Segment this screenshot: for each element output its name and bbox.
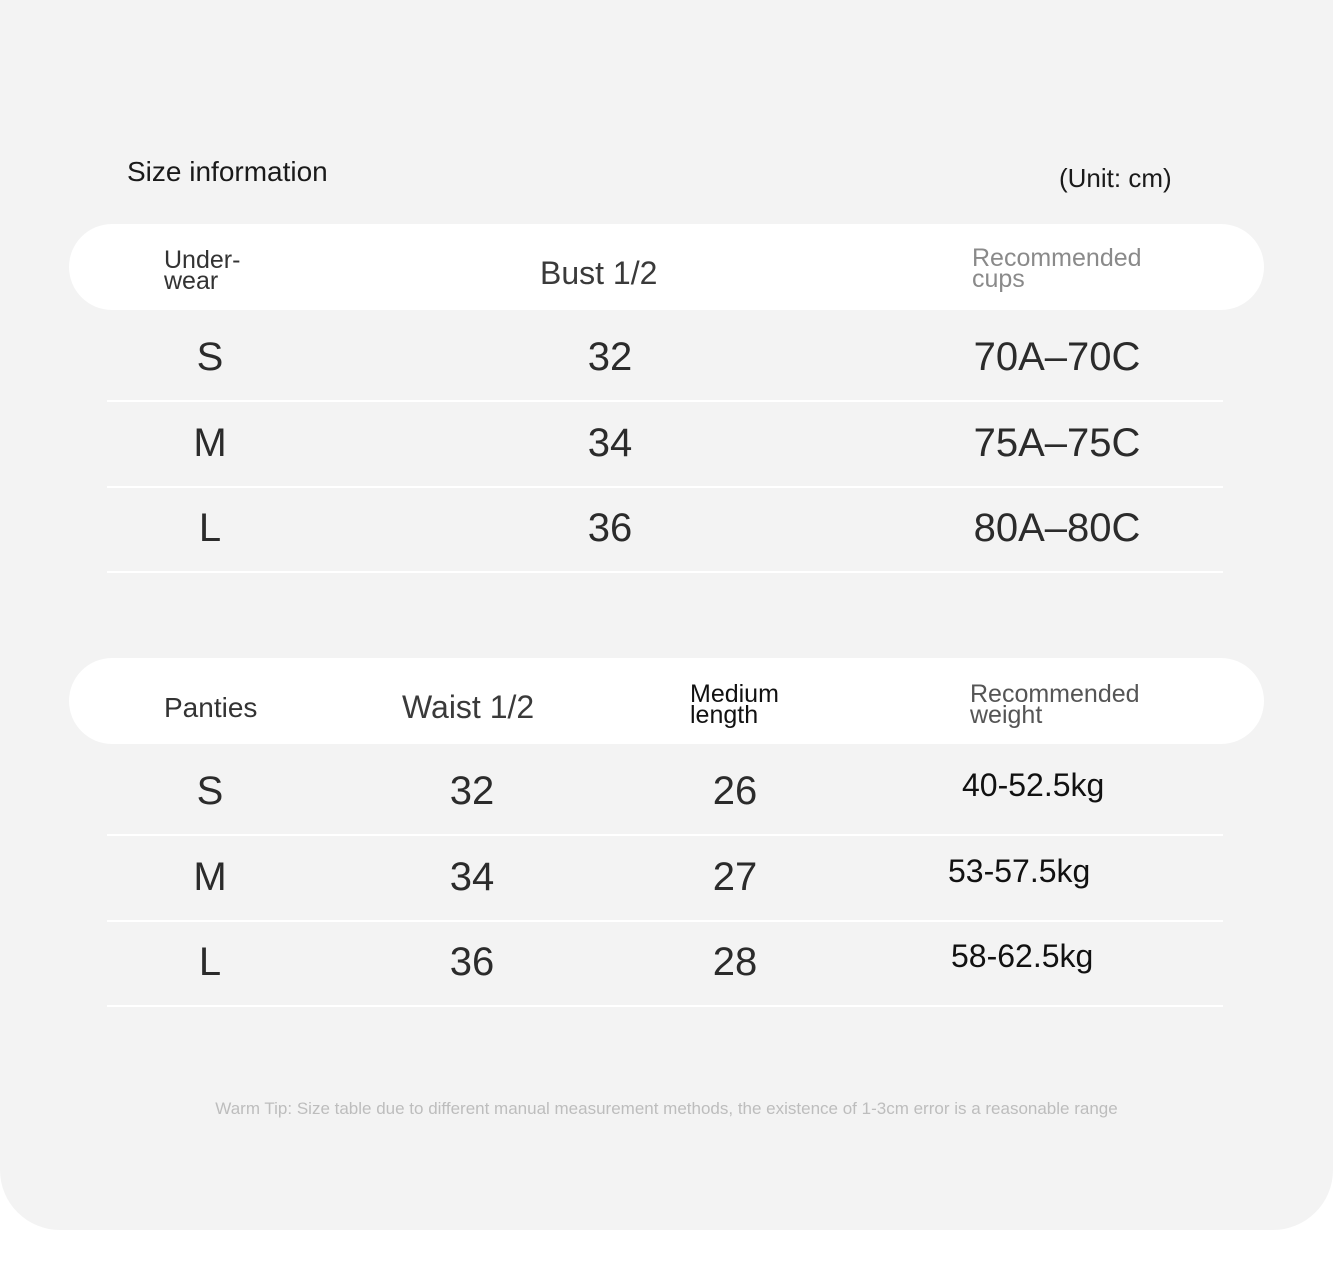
waist-cell: 36 (449, 940, 495, 984)
size-cell: M (193, 421, 227, 465)
length-cell: 28 (712, 940, 758, 984)
waist-cell: 34 (449, 855, 495, 899)
table-row (107, 919, 1223, 1007)
weight-cell: 40-52.5kg (962, 767, 1105, 803)
size-cell: M (193, 855, 227, 899)
table-row (107, 314, 1223, 402)
panties-size-header: Panties (164, 692, 258, 723)
bust-cell: 36 (587, 506, 633, 550)
table-row (107, 485, 1223, 573)
table-row (107, 400, 1223, 488)
cups-header: Recommended cups (972, 244, 1142, 293)
cups-cell: 80A–80C (973, 506, 1141, 550)
cups-cell: 75A–75C (973, 421, 1141, 465)
bust-cell: 32 (587, 335, 633, 379)
size-cell: S (196, 335, 224, 379)
table-row (107, 834, 1223, 922)
size-cell: L (198, 506, 222, 550)
cups-cell: 70A–70C (973, 335, 1141, 379)
page-title: Size information (127, 156, 328, 187)
panties-header (69, 658, 1264, 744)
weight-header: Recommended weight (970, 680, 1140, 729)
waist-cell: 32 (449, 769, 495, 813)
waist-header: Waist 1/2 (402, 689, 535, 725)
warm-tip: Warm Tip: Size table due to different manual measurement methods, the existence of 1-3cm error is a reasonable range (215, 1099, 1118, 1118)
length-cell: 26 (712, 769, 758, 813)
size-cell: L (198, 940, 222, 984)
bust-header: Bust 1/2 (540, 255, 658, 291)
underwear-size-header: Under- wear (164, 246, 241, 295)
weight-cell: 58-62.5kg (951, 938, 1094, 974)
bust-cell: 34 (587, 421, 633, 465)
unit-label: (Unit: cm) (1059, 163, 1172, 193)
size-cell: S (196, 769, 224, 813)
length-header: Medium length (690, 680, 779, 729)
length-cell: 27 (712, 855, 758, 899)
underwear-header (69, 224, 1264, 310)
table-row (107, 748, 1223, 836)
weight-cell: 53-57.5kg (948, 853, 1091, 889)
